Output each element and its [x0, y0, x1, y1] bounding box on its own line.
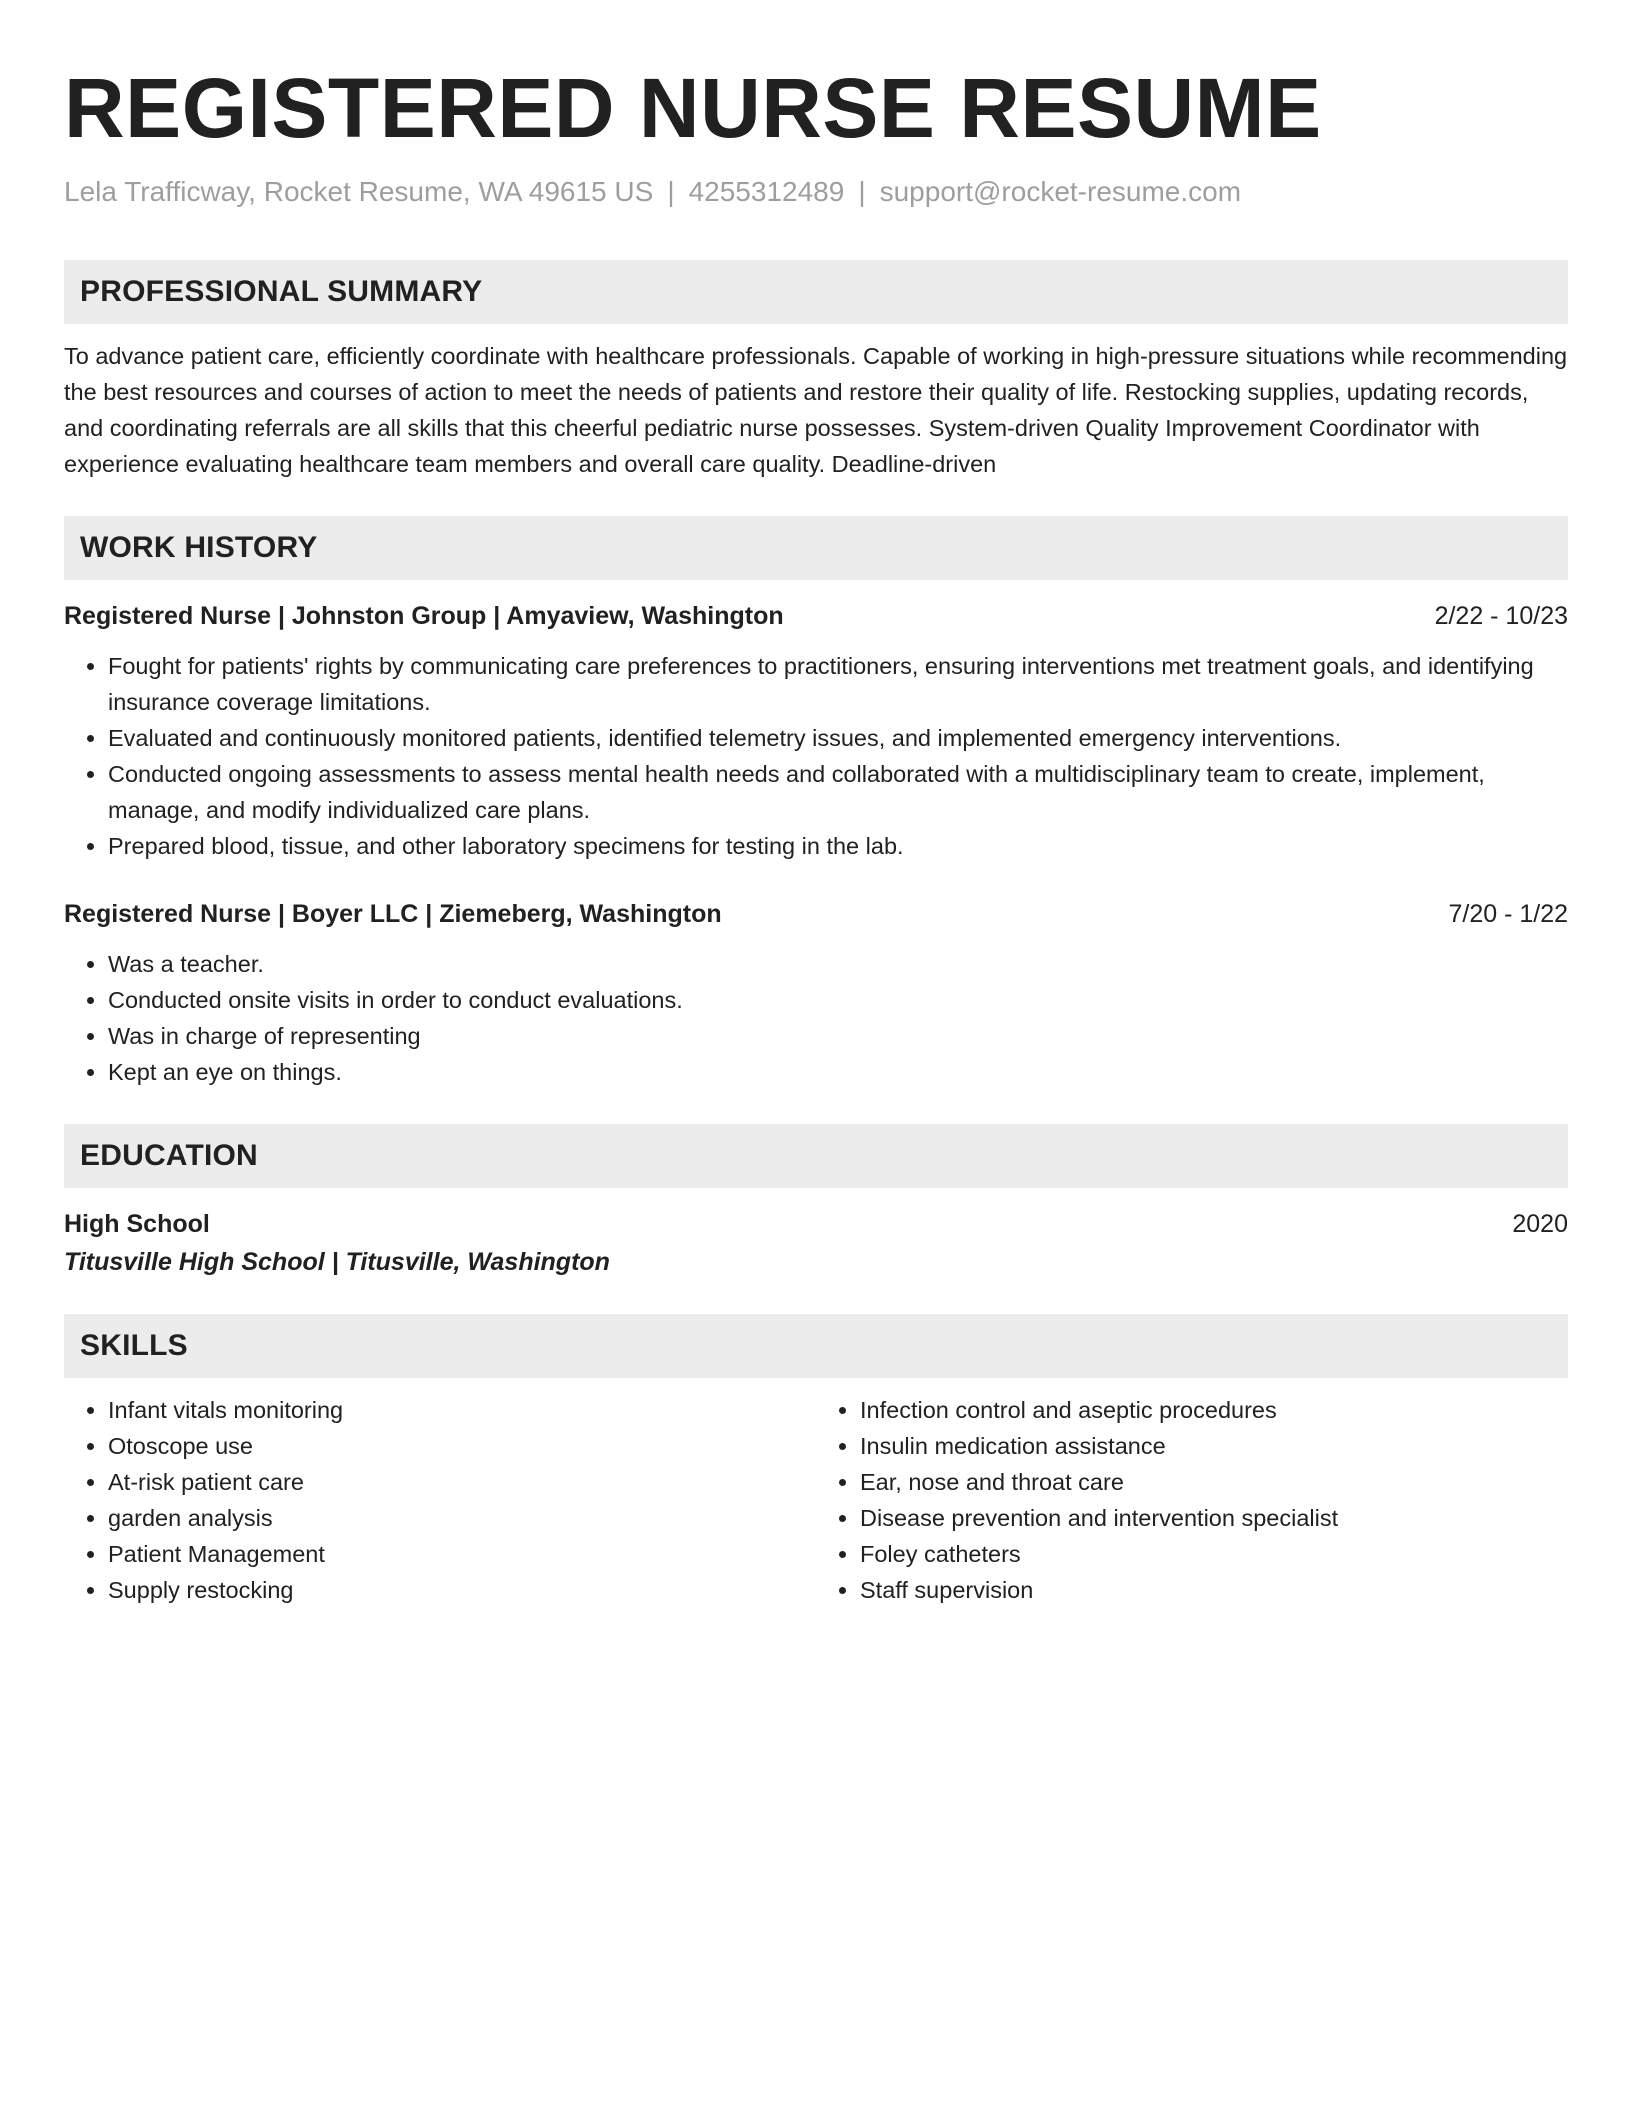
section-heading-education: EDUCATION — [64, 1124, 1568, 1188]
job-bullet: • Prepared blood, tissue, and other laboratory specimens for testing in the lab. — [108, 828, 1568, 864]
job-title: Registered Nurse | Boyer LLC | Ziemeberg, Washington — [64, 900, 722, 928]
skill-item: • Foley catheters — [860, 1536, 1568, 1572]
job-bullet: • Was a teacher. — [108, 946, 1568, 982]
job-bullet: • Kept an eye on things. — [108, 1054, 1568, 1090]
contact-email: support@rocket-resume.com — [879, 176, 1242, 207]
job-entry — [64, 598, 1568, 864]
skill-item: • Disease prevention and intervention specialist — [860, 1500, 1568, 1536]
skill-item: • Patient Management — [108, 1536, 816, 1572]
skill-item: • Infant vitals monitoring — [108, 1392, 816, 1428]
skill-item: • At-risk patient care — [108, 1464, 816, 1500]
job-bullets — [64, 648, 1568, 864]
education-entry — [64, 1206, 1568, 1280]
job-bullets — [64, 946, 1568, 1090]
job-bullet: • Fought for patients' rights by communicating care preferences to practitioners, ensuring interventions met treatment goals, and identifying insurance coverage limitations. — [108, 648, 1568, 720]
job-header — [64, 598, 1568, 634]
job-bullet: • Was in charge of representing — [108, 1018, 1568, 1054]
contact-separator: | — [667, 176, 675, 207]
contact-line — [64, 174, 1568, 210]
skill-item: • Staff supervision — [860, 1572, 1568, 1608]
education-degree: High School — [64, 1210, 210, 1238]
job-title: Registered Nurse | Johnston Group | Amyaview, Washington — [64, 602, 784, 630]
education-year: 2020 — [1512, 1210, 1568, 1238]
contact-separator: | — [858, 176, 866, 207]
job-dates: 2/22 - 10/23 — [1434, 602, 1568, 630]
skills-columns — [64, 1392, 1568, 1608]
job-entry — [64, 896, 1568, 1090]
job-bullet: • Evaluated and continuously monitored patients, identified telemetry issues, and implemented emergency interventions. — [108, 720, 1568, 756]
education-header — [64, 1206, 1568, 1242]
job-dates: 7/20 - 1/22 — [1448, 900, 1568, 928]
skills-list-left — [64, 1392, 816, 1608]
contact-address: Lela Trafficway, Rocket Resume, WA 49615 US — [64, 176, 654, 207]
skill-item: • Infection control and aseptic procedures — [860, 1392, 1568, 1428]
skill-item: • Insulin medication assistance — [860, 1428, 1568, 1464]
skill-item: • Supply restocking — [108, 1572, 816, 1608]
section-heading-work: WORK HISTORY — [64, 516, 1568, 580]
job-header — [64, 896, 1568, 932]
section-heading-skills: SKILLS — [64, 1314, 1568, 1378]
job-bullet: • Conducted ongoing assessments to assess mental health needs and collaborated with a multidisciplinary team to create, implement, manage, and modify individualized care plans. — [108, 756, 1568, 828]
skill-item: • Otoscope use — [108, 1428, 816, 1464]
section-heading-summary: PROFESSIONAL SUMMARY — [64, 260, 1568, 324]
skills-list-right — [816, 1392, 1568, 1608]
contact-phone: 4255312489 — [688, 176, 845, 207]
summary-text: To advance patient care, efficiently coordinate with healthcare professionals. Capable of working in high-pressure situations while recommending the best resources and courses of action to meet the needs of patients and restore their quality of life. Restocking supplies, updating records, and coordinating referrals are all skills that this cheerful pediatric nurse possesses. System-driven Quality Improvement Coordinator with experience evaluating healthcare team members and overall care quality. Deadline-driven — [64, 343, 1568, 477]
education-school: Titusville High School | Titusville, Washington — [64, 1248, 610, 1276]
skill-item: • garden analysis — [108, 1500, 816, 1536]
skill-item: • Ear, nose and throat care — [860, 1464, 1568, 1500]
resume-title: REGISTERED NURSE RESUME — [64, 61, 1322, 155]
job-bullet: • Conducted onsite visits in order to conduct evaluations. — [108, 982, 1568, 1018]
